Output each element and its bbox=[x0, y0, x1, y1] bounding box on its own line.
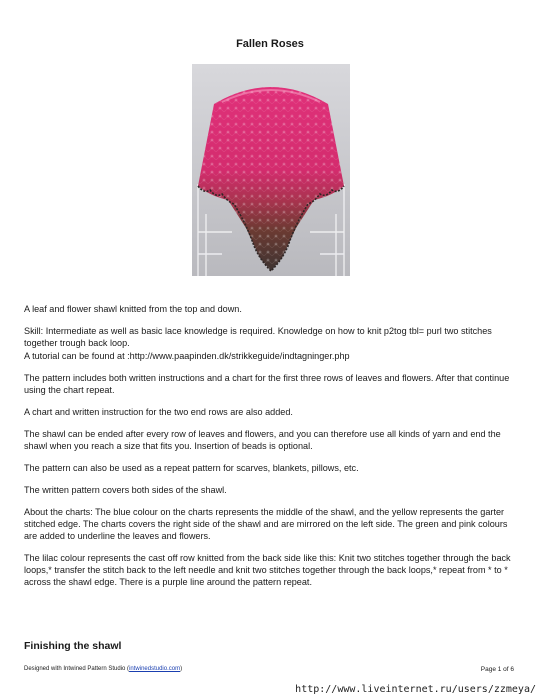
paragraph-both-sides: The written pattern covers both sides of the shawl. bbox=[24, 485, 227, 495]
footer-credit-prefix: Designed with Intwined Pattern Studio ( bbox=[24, 666, 130, 672]
shawl-photo-image bbox=[192, 64, 350, 276]
paragraph-intro: A leaf and flower shawl knitted from the top and down. bbox=[24, 304, 242, 314]
footer-credit-suffix: ) bbox=[180, 666, 183, 672]
footer-credit bbox=[24, 666, 182, 672]
page-number: Page 1 of 6 bbox=[480, 666, 514, 673]
paragraph-about-charts: About the charts: The blue colour on the charts represents the middle of the shawl, and the yellow represents the garter stitched edge. The charts covers the right side of the shawl and are mirrored on the left side. The green and pink colours are added to underline the leaves and flowers. bbox=[24, 507, 508, 541]
paragraph-ending: The shawl can be ended after every row of leaves and flowers, and you can therefore use all kinds of yarn and end the shawl when you reach a size that fits you. Insertion of beads is optional. bbox=[24, 429, 501, 451]
shawl-photo bbox=[192, 64, 350, 276]
intro-text bbox=[24, 303, 518, 598]
paragraph-pattern-includes: The pattern includes both written instructions and a chart for the first three rows of leaves and flowers. After that continue using the chart repeat. bbox=[24, 373, 510, 395]
paragraph-end-rows: A chart and written instruction for the two end rows are also added. bbox=[24, 407, 293, 417]
paragraph-repeat-use: The pattern can also be used as a repeat pattern for scarves, blankets, pillows, etc. bbox=[24, 463, 359, 473]
document-title: Fallen Roses bbox=[236, 38, 304, 50]
footer-credit-link[interactable]: intwinedstudio.com bbox=[129, 666, 181, 672]
watermark-url: http://www.liveinternet.ru/users/zzmeya/ bbox=[295, 684, 536, 695]
section-heading-finishing: Finishing the shawl bbox=[24, 640, 122, 652]
paragraph-tutorial: A tutorial can be found at :http://www.paapinden.dk/strikkeguide/indtagninger.php bbox=[24, 351, 350, 361]
paragraph-skill: Skill: Intermediate as well as basic lace knowledge is required. Knowledge on how to knit p2tog tbl= purl two stitches together trough back loop. bbox=[24, 326, 492, 348]
paragraph-lilac-colour: The lilac colour represents the cast off row knitted from the back side like this: Knit two stitches together through the back loops,* transfer the stitch back to the left needle and knit two stitches together through the back loops,* repeat from * to * across the shawl edge. There is a purple line around the pattern repeat. bbox=[24, 553, 511, 587]
